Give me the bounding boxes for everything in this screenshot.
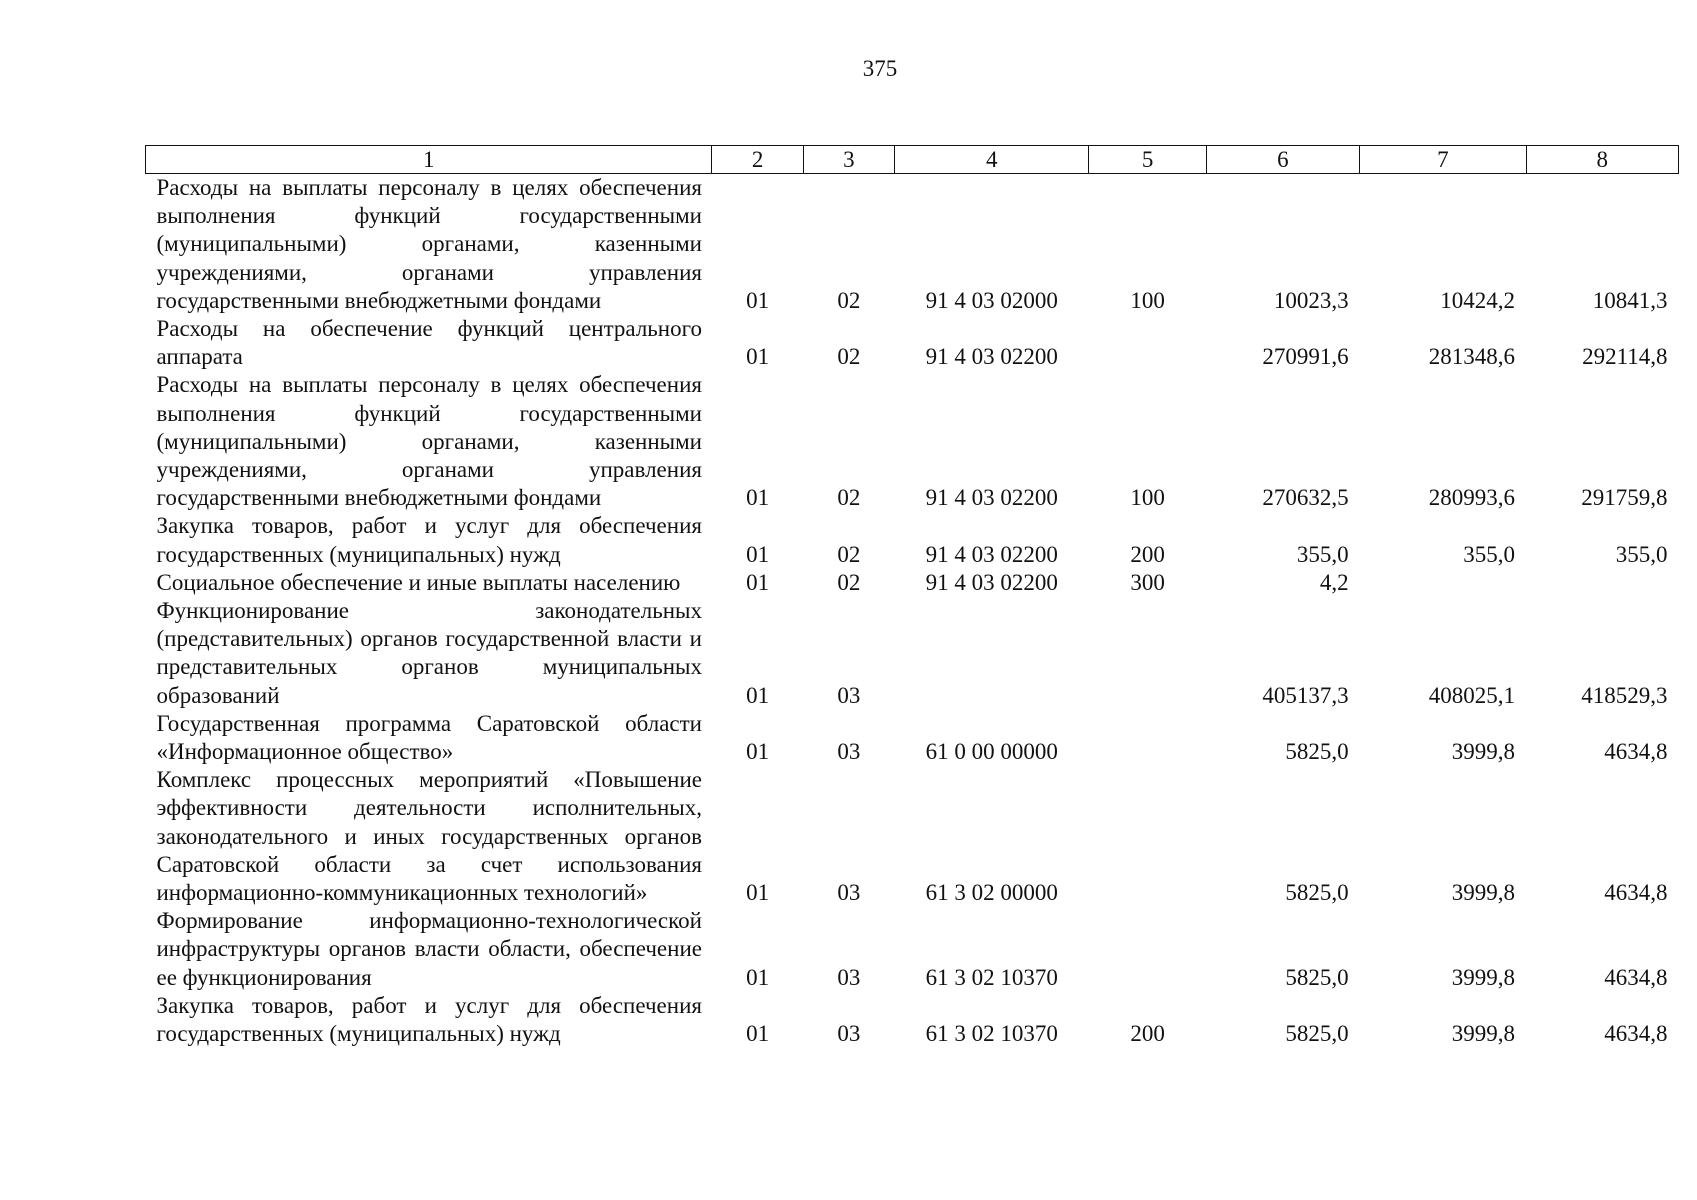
expense-type-code: 200 bbox=[1130, 541, 1165, 567]
subsection-code: 03 bbox=[837, 1021, 861, 1047]
subsection-code: 02 bbox=[837, 541, 861, 567]
amount-col-7: 3999,8 bbox=[1451, 964, 1516, 990]
table-row bbox=[146, 597, 1679, 710]
section-code: 01 bbox=[746, 569, 770, 595]
row-name: Расходы на обеспечение функций центрального аппарата bbox=[156, 316, 702, 370]
table-row bbox=[146, 174, 1679, 316]
amount-col-7 bbox=[1360, 569, 1526, 597]
amount-col-8: 4634,8 bbox=[1604, 880, 1668, 906]
subsection-code: 03 bbox=[837, 964, 861, 990]
amount-col-8: 292114,8 bbox=[1582, 344, 1668, 370]
subsection-code: 03 bbox=[837, 880, 861, 906]
amount-col-6: 5825,0 bbox=[1285, 739, 1349, 765]
expense-type-code bbox=[1089, 907, 1206, 992]
table-row bbox=[146, 512, 1679, 568]
amount-col-7: 280993,6 bbox=[1428, 485, 1516, 511]
amount-col-7: 3999,8 bbox=[1451, 1021, 1516, 1047]
column-number: 4 bbox=[894, 146, 1089, 174]
table-row bbox=[146, 710, 1679, 766]
row-name: Государственная программа Саратовской области «Информационное общество» bbox=[156, 710, 702, 765]
amount-col-6: 5825,0 bbox=[1285, 964, 1349, 990]
target-article-code: 61 0 00 00000 bbox=[925, 739, 1058, 765]
column-number: 8 bbox=[1526, 146, 1678, 174]
target-article-code: 91 4 03 02200 bbox=[925, 541, 1058, 567]
amount-col-6: 270632,5 bbox=[1262, 485, 1349, 511]
subsection-code: 02 bbox=[837, 344, 861, 370]
expense-type-code bbox=[1089, 766, 1206, 907]
target-article-code: 61 3 02 10370 bbox=[925, 964, 1058, 990]
row-name: Комплекс процессных мероприятий «Повышение эффективности деятельности исполнительных, законодательного и иных государственных органов Саратовской области за счет использования информационно-коммуникационных технологий» bbox=[156, 767, 702, 906]
row-name: Закупка товаров, работ и услуг для обеспечения государственных (муниципальных) нужд bbox=[156, 513, 702, 567]
column-number: 7 bbox=[1360, 146, 1526, 174]
column-number: 6 bbox=[1206, 146, 1359, 174]
expense-type-code bbox=[1089, 710, 1206, 766]
column-number-row bbox=[146, 146, 1679, 174]
target-article-code: 91 4 03 02200 bbox=[925, 485, 1058, 511]
amount-col-7: 408025,1 bbox=[1428, 682, 1516, 708]
row-name: Функционирование законодательных (представительных) органов государственной власти и представительных органов муниципальных образований bbox=[156, 598, 702, 708]
amount-col-7: 281348,6 bbox=[1428, 344, 1516, 370]
amount-col-6: 355,0 bbox=[1296, 541, 1349, 567]
amount-col-8: 10841,3 bbox=[1592, 287, 1668, 313]
subsection-code: 03 bbox=[837, 739, 861, 765]
row-name: Расходы на выплаты персоналу в целях обеспечения выполнения функций государственными (муниципальными) органами, казенными учреждениями, органами управления государственными внебюджетными фондами bbox=[156, 372, 702, 511]
subsection-code: 02 bbox=[837, 569, 861, 595]
amount-col-6: 5825,0 bbox=[1285, 1021, 1349, 1047]
section-code: 01 bbox=[746, 541, 770, 567]
amount-col-6: 10023,3 bbox=[1273, 287, 1349, 313]
table-row bbox=[146, 315, 1679, 371]
row-name: Социальное обеспечение и иные выплаты населению bbox=[156, 569, 681, 595]
section-code: 01 bbox=[746, 880, 770, 906]
amount-col-8: 4634,8 bbox=[1604, 964, 1668, 990]
target-article-code: 91 4 03 02000 bbox=[925, 287, 1058, 313]
amount-col-8: 291759,8 bbox=[1581, 485, 1668, 511]
target-article-code: 91 4 03 02200 bbox=[925, 569, 1058, 595]
section-code: 01 bbox=[746, 1021, 770, 1047]
expense-type-code: 200 bbox=[1130, 1021, 1165, 1047]
column-number: 3 bbox=[803, 146, 894, 174]
table-row bbox=[146, 907, 1679, 992]
table-row bbox=[146, 992, 1679, 1048]
table-row bbox=[146, 371, 1679, 512]
amount-col-8 bbox=[1526, 569, 1678, 597]
amount-col-7: 355,0 bbox=[1463, 541, 1516, 567]
amount-col-8: 4634,8 bbox=[1604, 1021, 1668, 1047]
expense-type-code: 300 bbox=[1130, 569, 1165, 595]
table-body bbox=[146, 174, 1679, 1049]
table-row bbox=[146, 569, 1679, 597]
amount-col-8: 355,0 bbox=[1615, 541, 1668, 567]
page-number: 375 bbox=[862, 56, 898, 81]
subsection-code: 02 bbox=[837, 287, 861, 313]
section-code: 01 bbox=[746, 485, 770, 511]
expense-type-code: 100 bbox=[1130, 485, 1165, 511]
target-article-code: 61 3 02 10370 bbox=[925, 1021, 1058, 1047]
column-number: 2 bbox=[712, 146, 803, 174]
table-row bbox=[146, 766, 1679, 907]
amount-col-8: 418529,3 bbox=[1581, 682, 1668, 708]
amount-col-7: 3999,8 bbox=[1451, 880, 1516, 906]
budget-table bbox=[145, 145, 1679, 1048]
row-name: Расходы на выплаты персоналу в целях обеспечения выполнения функций государственными (муниципальными) органами, казенными учреждениями, органами управления государственными внебюджетными фондами bbox=[156, 175, 702, 313]
section-code: 01 bbox=[746, 682, 770, 708]
amount-col-6: 4,2 bbox=[1319, 569, 1349, 595]
section-code: 01 bbox=[746, 344, 770, 370]
target-article-code: 91 4 03 02200 bbox=[925, 344, 1058, 370]
target-article-code: 61 3 02 00000 bbox=[925, 880, 1058, 906]
section-code: 01 bbox=[746, 287, 770, 313]
expense-type-code bbox=[1089, 315, 1206, 371]
subsection-code: 02 bbox=[837, 485, 861, 511]
expense-type-code: 100 bbox=[1130, 287, 1165, 313]
amount-col-8: 4634,8 bbox=[1604, 739, 1668, 765]
row-name: Формирование информационно-технологической инфраструктуры органов власти области, обеспечение ее функционирования bbox=[156, 908, 702, 990]
amount-col-6: 5825,0 bbox=[1285, 880, 1349, 906]
column-number: 1 bbox=[146, 146, 712, 174]
amount-col-6: 270991,6 bbox=[1262, 344, 1349, 370]
amount-col-6: 405137,3 bbox=[1262, 682, 1349, 708]
row-name: Закупка товаров, работ и услуг для обеспечения государственных (муниципальных) нужд bbox=[156, 992, 702, 1047]
column-number: 5 bbox=[1089, 146, 1206, 174]
section-code: 01 bbox=[746, 739, 770, 765]
amount-col-7: 10424,2 bbox=[1440, 287, 1516, 313]
subsection-code: 03 bbox=[837, 682, 861, 708]
target-article-code bbox=[894, 597, 1089, 710]
amount-col-7: 3999,8 bbox=[1451, 739, 1516, 765]
expense-type-code bbox=[1089, 597, 1206, 710]
section-code: 01 bbox=[746, 964, 770, 990]
